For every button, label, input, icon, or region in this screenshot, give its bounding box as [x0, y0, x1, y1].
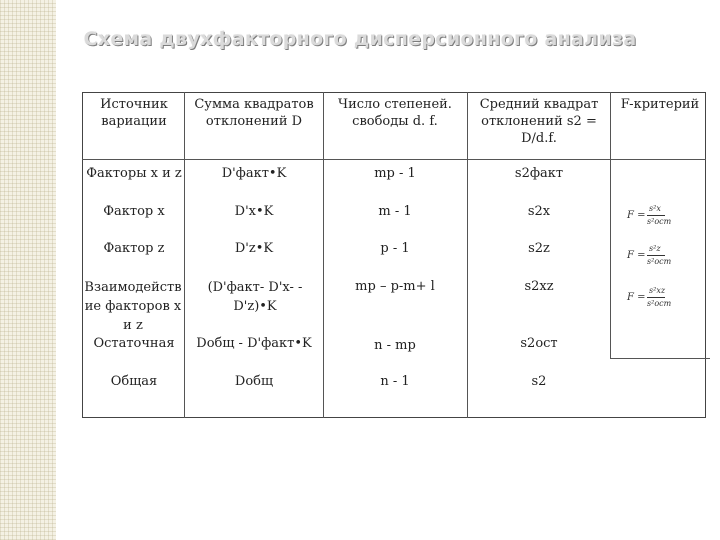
row-mean-square: s2x [527, 204, 551, 219]
row-df: n - 1 [380, 374, 410, 389]
page-title: Схема двухфакторного дисперсионного анализа [83, 28, 637, 50]
row-source: Фактор z [103, 241, 165, 256]
row-df: p - 1 [380, 241, 410, 256]
header-sum-of-squares: Сумма квадратов отклонений D [194, 97, 314, 129]
row-divider [610, 358, 710, 359]
header-degrees-of-freedom: Число степеней. свободы d. f. [338, 97, 452, 129]
row-sum-of-squares: D'x•K [234, 204, 274, 219]
row-divider [82, 159, 706, 160]
f-formula-x: F = s²x s²ост [627, 204, 672, 226]
row-sum-of-squares: Dобщ [234, 374, 274, 389]
column-divider [610, 92, 611, 358]
f-formula-z: F = s²z s²ост [627, 244, 672, 266]
row-df: m - 1 [378, 204, 412, 219]
row-mean-square: s2 [531, 374, 547, 389]
row-sum-of-squares: D'факт•K [221, 166, 287, 181]
row-sum-of-squares: Dобщ - D'факт•K [196, 336, 312, 351]
column-divider [467, 92, 468, 418]
header-source: Источник вариации [100, 97, 168, 129]
header-f-criterion: F-критерий [620, 97, 700, 112]
row-df: n - mp [374, 338, 416, 353]
column-divider [184, 92, 185, 418]
row-df: mp - 1 [374, 166, 416, 181]
row-source: Взаимодейств ие факторов х и z [84, 280, 182, 333]
row-mean-square: s2z [528, 241, 550, 256]
header-mean-square: Средний квадрат отклонений s2 = D/d.f. [479, 97, 599, 146]
row-mean-square: s2xz [524, 279, 554, 294]
row-mean-square: s2ост [520, 336, 558, 351]
f-formula-xz: F = s²xz s²ост [627, 286, 672, 308]
column-divider [323, 92, 324, 418]
row-source: Фактор х [103, 204, 165, 219]
row-source: Остаточная [93, 336, 175, 351]
row-sum-of-squares: (D'факт- D'x- - D'z)•K [207, 280, 303, 314]
row-mean-square: s2факт [514, 166, 564, 181]
row-source: Факторы х и z [86, 166, 182, 181]
row-source: Общая [110, 374, 158, 389]
row-sum-of-squares: D'z•K [234, 241, 274, 256]
row-df: mp – p-m+ l [355, 279, 435, 294]
decorative-side-strip [0, 0, 56, 540]
